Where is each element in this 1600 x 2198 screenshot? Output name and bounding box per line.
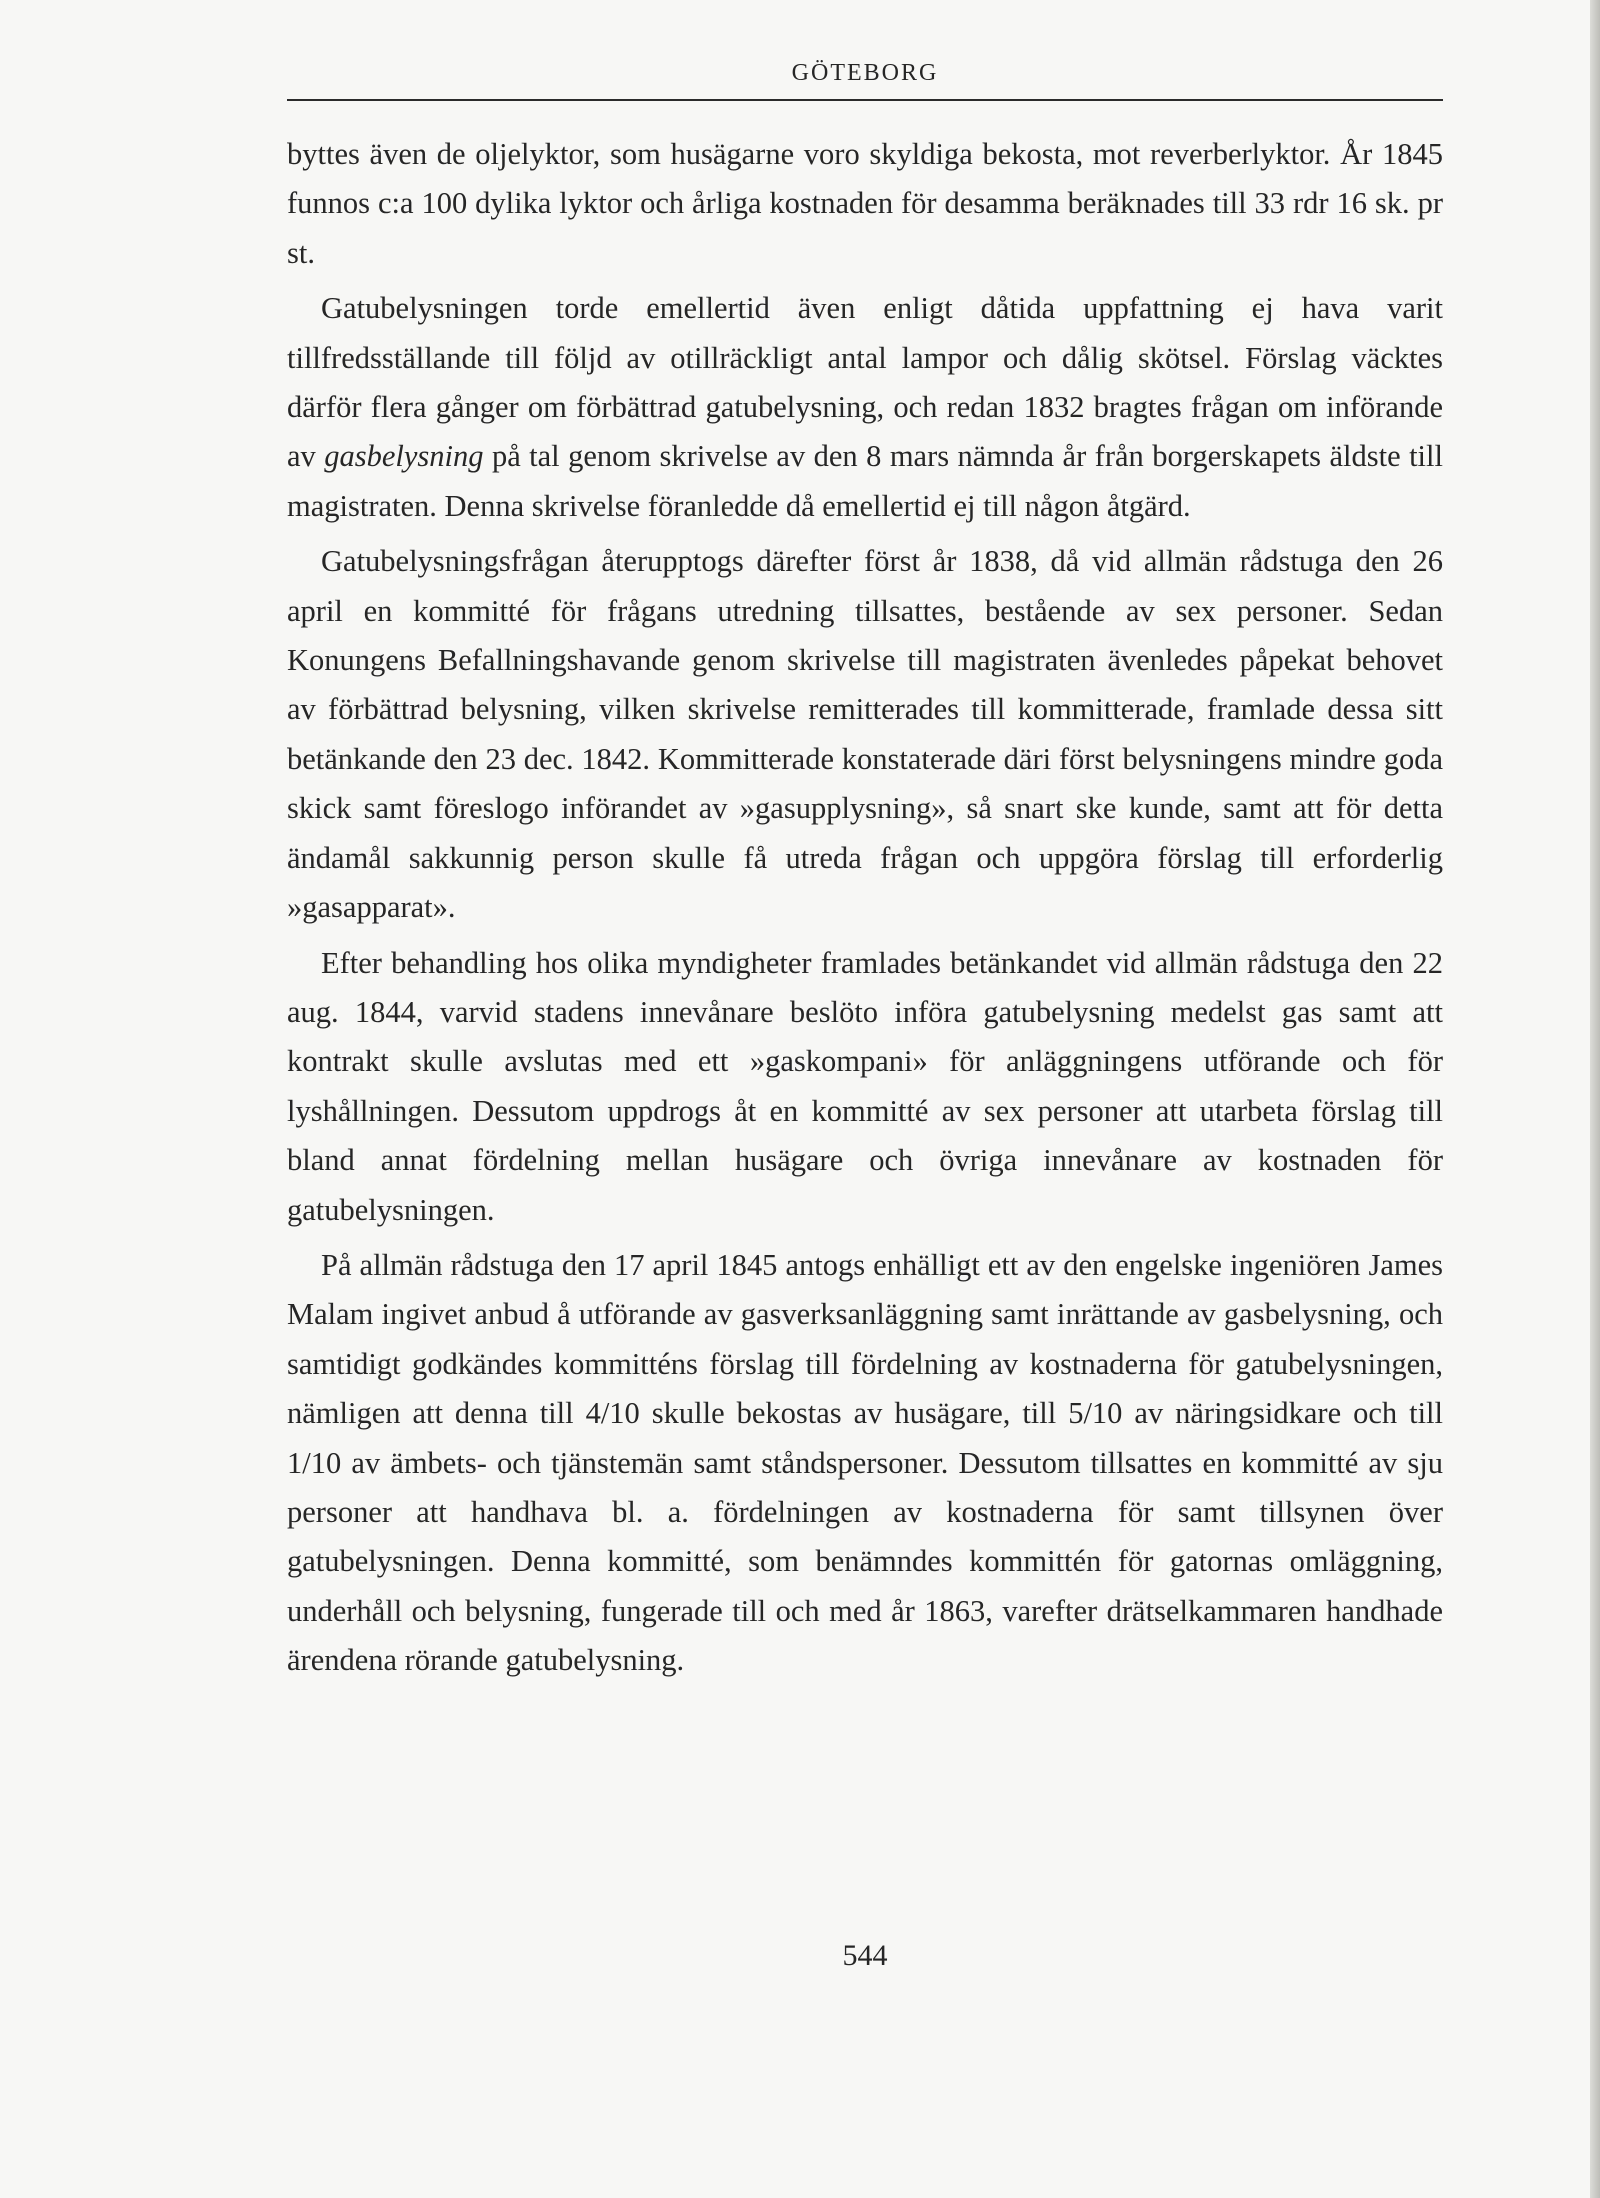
paragraph-5: På allmän rådstuga den 17 april 1845 antogs enhälligt ett av den engelske ingeniören James Malam ingivet anbud å utförande av gasverksanläggning samt inrättande av gasbelysning, och samtidigt godkändes kommitténs förslag till fördelning av kostnaderna för gatubelysningen, nämligen att denna till 4/10 skulle bekostas av husägare, till 5/10 av näringsidkare och till 1/10 av ämbets- och tjänstemän samt ståndspersoner. Dessutom tillsattes en kommitté av sju personer att handhava bl. a. fördelningen av kostnaderna för samt tillsynen över gatubelysningen. Denna kommitté, som benämndes kommittén för gatornas omläggning, underhåll och belysning, fungerade till och med år 1863, varefter drätselkammaren handhade ärendena rörande gatubelysning.: [287, 1247, 1443, 1678]
paragraph-2: [287, 284, 1443, 531]
paragraph-2-part-1: Gatubelysningen torde emellertid även enligt dåtida uppfattning ej hava varit tillfredsställande till följd av otillräckligt antal lampor och dålig skötsel. Förslag väcktes därför flera gånger om förbättrad gatubelysning, och redan 1832 bragtes frågan om införande av: [287, 291, 1443, 474]
page-number: 544: [842, 1939, 888, 1972]
paragraph-1: byttes även de oljelyktor, som husägarne voro skyldiga bekosta, mot reverberlyktor. År 1845 funnos c:a 100 dylika lyktor och årliga kostnaden för desamma beräknades till 33 rdr 16 sk. pr st.: [287, 137, 1443, 270]
page-edge-shadow: [1590, 0, 1600, 2198]
body-text: [287, 130, 1443, 1692]
paragraph-2-part-2: på tal genom skrivelse av den 8 mars nämnda år från borgerskapets äldste till magistraten. Denna skrivelse föranledde då emellertid ej till någon åtgärd.: [287, 439, 1443, 523]
paragraph-4: Efter behandling hos olika myndigheter framlades betänkandet vid allmän rådstuga den 22 aug. 1844, varvid stadens innevånare beslöto införa gatubelysning medelst gas samt att kontrakt skulle avslutas med ett »gaskompani» för anläggningens utförande och för lyshållningen. Dessutom uppdrogs åt en kommitté av sex personer att utarbeta förslag till bland annat fördelning mellan husägare och övriga innevånare av kostnaden för gatubelysningen.: [287, 945, 1443, 1227]
header-rule: [287, 99, 1443, 101]
running-header-title: GÖTEBORG: [791, 60, 939, 86]
emphasis-gasbelysning: gasbelysning: [324, 439, 484, 474]
paragraph-3: Gatubelysningsfrågan återupptogs därefter först år 1838, då vid allmän rådstuga den 26 april en kommitté för frågans utredning tillsattes, bestående av sex personer. Sedan Konungens Befallningshavande genom skrivelse till magistraten ävenledes påpekat behovet av förbättrad belysning, vilken skrivelse remitterades till kommitterade, framlade dessa sitt betänkande den 23 dec. 1842. Kommitterade konstaterade däri först belysningens mindre goda skick samt föreslogo införandet av »gasupplysning», så snart ske kunde, samt att för detta ändamål sakkunnig person skulle få utreda frågan och uppgöra förslag till erforderlig »gasapparat».: [287, 544, 1443, 925]
